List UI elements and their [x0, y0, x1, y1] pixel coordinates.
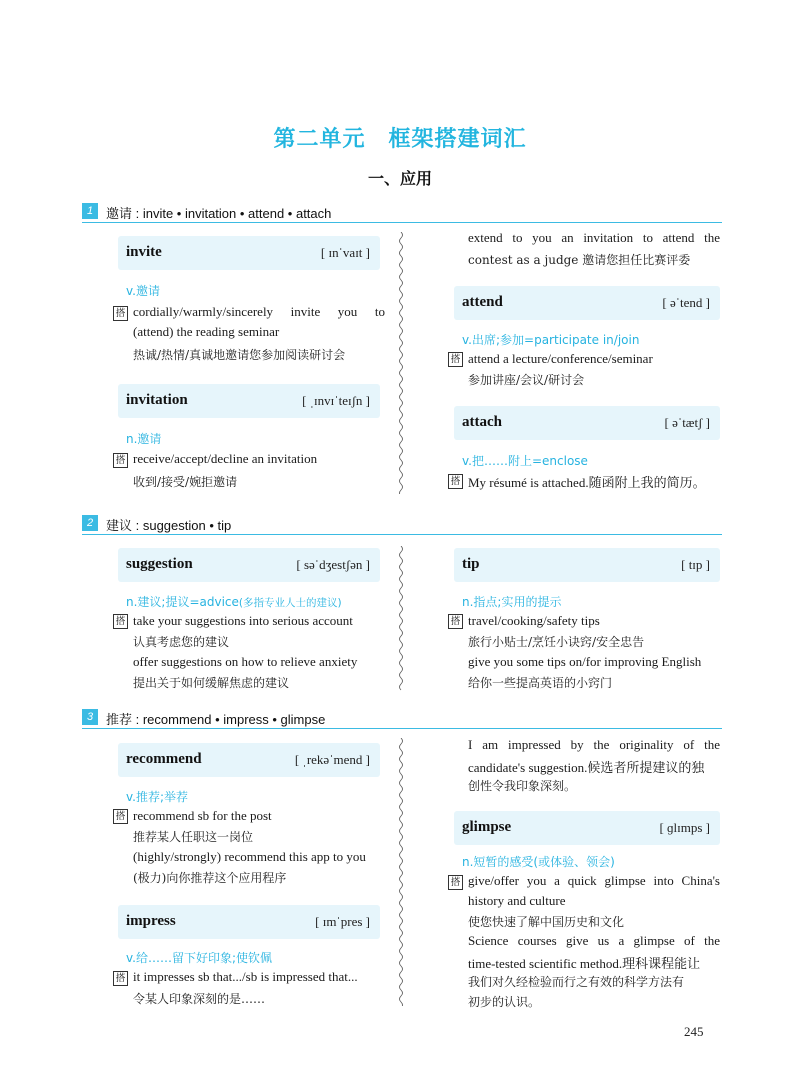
headword: recommend: [126, 751, 202, 767]
example-zh: 创性令我印象深刻。: [468, 779, 577, 793]
column-divider: [398, 546, 404, 692]
example-en: (attend) the reading seminar: [133, 324, 280, 339]
collocation-marker: 搭: [113, 809, 128, 824]
collocation-marker: 搭: [448, 614, 463, 629]
headword: suggestion: [126, 556, 193, 572]
example-zh: 热诚/热情/真诚地邀请您参加阅读研讨会: [133, 348, 346, 362]
collocation-marker: 搭: [113, 453, 128, 468]
part-of-speech: n.短暂的感受(或体验、领会): [462, 855, 615, 869]
part-of-speech: n.邀请: [126, 432, 162, 446]
section-number: 3: [82, 709, 98, 725]
word-box-invite: [118, 236, 380, 270]
section-title: 建议 : suggestion • tip: [106, 518, 232, 533]
headword: tip: [462, 556, 480, 572]
example-en: recommend sb for the post: [133, 808, 272, 823]
headword: impress: [126, 913, 176, 929]
example-en: Science courses give us a glimpse of the: [468, 933, 720, 948]
column-divider: [398, 232, 404, 494]
section-title: 邀请 : invite • invitation • attend • attach: [106, 206, 332, 221]
example-en: history and culture: [468, 893, 566, 908]
word-box-glimpse: [454, 811, 720, 845]
collocation-marker: 搭: [448, 474, 463, 489]
phonetic: [ səˈdʒestʃən ]: [296, 557, 370, 572]
example-mixed: My résumé is attached.随函附上我的简历。: [468, 475, 706, 490]
section-number: 2: [82, 515, 98, 531]
phonetic: [ ɪmˈpres ]: [315, 914, 370, 929]
example-en: receive/accept/decline an invitation: [133, 451, 318, 466]
section-subtitle: 一、应用: [367, 169, 432, 188]
word-box-recommend: [118, 743, 380, 777]
word-box-impress: [118, 905, 380, 939]
example-zh: 旅行小贴士/烹饪小诀窍/安全忠告: [468, 635, 645, 649]
example-zh: 收到/接受/婉拒邀请: [133, 475, 238, 489]
example-zh: 令某人印象深刻的是……: [133, 992, 266, 1006]
example-zh: 初步的认识。: [468, 995, 541, 1009]
part-of-speech: v.邀请: [126, 284, 160, 298]
example-en: cordially/warmly/sincerely invite you to: [133, 304, 385, 319]
unit-title: 第二单元 框架搭建词汇: [273, 127, 527, 152]
collocation-marker: 搭: [448, 352, 463, 367]
example-en: attend a lecture/conference/seminar: [468, 351, 653, 366]
headword: invitation: [126, 392, 188, 408]
example-mixed: time-tested scientific method.理科课程能让: [468, 956, 701, 971]
collocation-marker: 搭: [113, 971, 128, 986]
example-zh: 参加讲座/会议/研讨会: [468, 373, 585, 387]
example-zh: 认真考虑您的建议: [133, 635, 230, 649]
example-en: offer suggestions on how to relieve anxiety: [133, 654, 358, 669]
phonetic: [ ɪnˈvaɪt ]: [320, 245, 370, 260]
section-number: 1: [82, 203, 98, 219]
example-en: extend to you an invitation to attend the: [468, 230, 720, 245]
phonetic: [ ˌrekəˈmend ]: [294, 752, 370, 767]
example-zh: 给你一些提高英语的小窍门: [468, 676, 613, 690]
section-header-1: [82, 202, 722, 223]
headword: glimpse: [462, 819, 512, 835]
part-of-speech: n.指点;实用的提示: [462, 595, 562, 609]
part-of-speech: v.推荐;举荐: [126, 790, 189, 804]
section-header-3: [82, 708, 722, 729]
example-en: take your suggestions into serious account: [133, 613, 353, 628]
word-box-invitation: [118, 384, 380, 418]
headword: attach: [462, 414, 502, 430]
page-number: 245: [684, 1024, 704, 1039]
phonetic: [ əˈtætʃ ]: [664, 415, 710, 430]
phonetic: [ ˌɪnvɪˈteɪʃn ]: [302, 393, 370, 408]
headword: invite: [126, 244, 162, 260]
headword: attend: [462, 294, 503, 310]
part-of-speech: v.给……留下好印象;使钦佩: [126, 951, 273, 965]
example-zh: 推荐某人任职这一岗位: [133, 830, 254, 844]
column-divider: [398, 738, 404, 1006]
example-mixed: contest as a judge 邀请您担任比赛评委: [468, 253, 691, 267]
phonetic: [ ɡlɪmps ]: [659, 820, 710, 835]
section-header-2: [82, 514, 722, 535]
part-of-speech: v.把……附上=enclose: [462, 454, 588, 468]
example-en: it impresses sb that.../sb is impressed that...: [133, 969, 358, 984]
part-of-speech: n.建议;提议=advice(多指专业人士的建议): [126, 595, 342, 609]
example-en: I am impressed by the originality of the: [468, 737, 720, 752]
usage-note: (多指专业人士的建议): [238, 597, 342, 609]
example-en: give you some tips on/for improving English: [468, 654, 702, 669]
collocation-marker: 搭: [113, 614, 128, 629]
example-zh: 我们对久经检验而行之有效的科学方法有: [468, 975, 685, 989]
example-zh: (极力)向你推荐这个应用程序: [133, 871, 287, 885]
word-box-suggestion: [118, 548, 380, 582]
word-box-attend: [454, 286, 720, 320]
word-box-attach: [454, 406, 720, 440]
section-title: 推荐 : recommend • impress • glimpse: [106, 712, 326, 727]
example-mixed: candidate's suggestion.候选者所提建议的独: [468, 760, 705, 775]
example-zh: 提出关于如何缓解焦虑的建议: [133, 676, 290, 690]
phonetic: [ tɪp ]: [681, 557, 710, 572]
part-of-speech: v.出席;参加=participate in/join: [462, 333, 640, 347]
collocation-marker: 搭: [113, 306, 128, 321]
word-box-tip: [454, 548, 720, 582]
example-en: travel/cooking/safety tips: [468, 613, 600, 628]
example-en: (highly/strongly) recommend this app to you: [133, 849, 366, 864]
phonetic: [ əˈtend ]: [662, 295, 710, 310]
collocation-marker: 搭: [448, 875, 463, 890]
example-zh: 使您快速了解中国历史和文化: [468, 915, 625, 929]
example-en: give/offer you a quick glimpse into China's: [468, 873, 720, 888]
